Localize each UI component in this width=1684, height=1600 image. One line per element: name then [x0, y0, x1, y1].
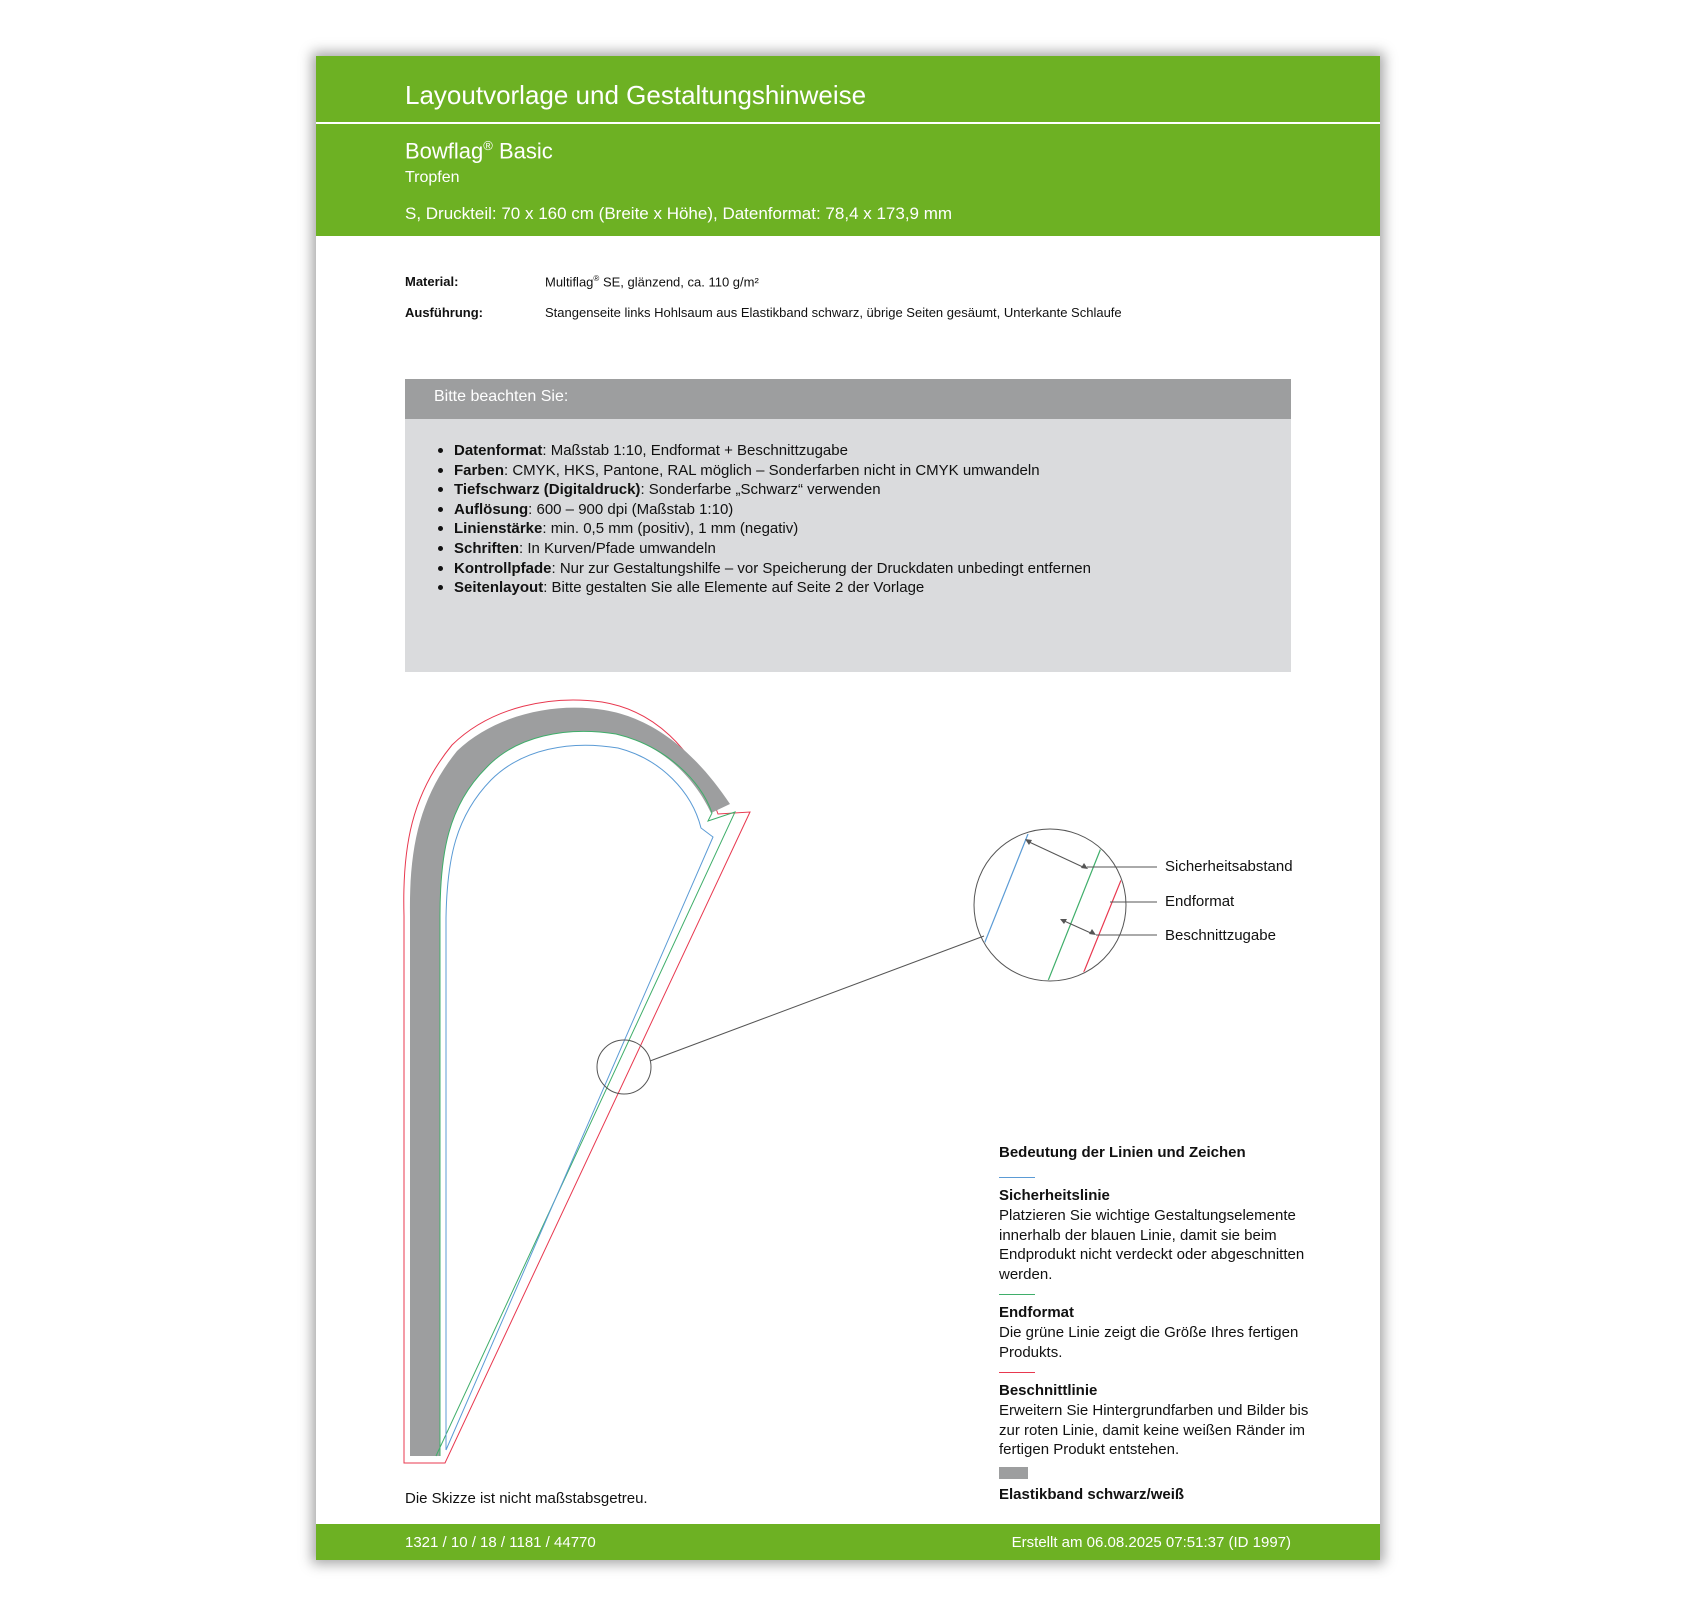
- zoom-safety-line: [977, 834, 1028, 962]
- notice-item-text: : min. 0,5 mm (positiv), 1 mm (negativ): [542, 520, 799, 538]
- notice-item-text: : Bitte gestalten Sie alle Elemente auf Seite 2 der Vorlage: [543, 579, 925, 597]
- legend-final-text: Die grüne Linie zeigt die Größe Ihres fertigen Produkts.: [999, 1324, 1299, 1361]
- page-title: Layoutvorlage und Gestaltungshinweise: [405, 80, 867, 110]
- product-name-text: Bowflag: [405, 138, 484, 164]
- notice-item-label: Tiefschwarz (Digitaldruck): [454, 481, 641, 499]
- arrow-head: [1089, 929, 1096, 935]
- legend-title: Bedeutung der Linien und Zeichen: [999, 1144, 1246, 1161]
- notice-item-label: Schriften: [454, 539, 520, 557]
- callout-final: Endformat: [1165, 893, 1235, 910]
- product-suffix: Basic: [492, 138, 553, 164]
- zoom-bleed-line: [1066, 858, 1130, 1016]
- notice-item-label: Auflösung: [454, 500, 529, 518]
- safety-line: [446, 745, 713, 1450]
- footer-bar: [316, 1524, 1380, 1560]
- notice-item-label: Datenformat: [454, 442, 543, 459]
- notice-heading: Bitte beachten Sie:: [434, 388, 569, 405]
- detail-connector-line: [650, 936, 984, 1061]
- final-format-line: [436, 731, 735, 1456]
- bleed-line: [404, 700, 750, 1463]
- notice-item-label: Farben: [454, 461, 505, 479]
- notice-item-text: : Maßstab 1:10, Endformat + Beschnittzugabe: [542, 442, 848, 459]
- ausfuehrung-value: Stangenseite links Hohlsaum aus Elastikband schwarz, übrige Seiten gesäumt, Unterkante Schlaufe: [545, 305, 1122, 320]
- arrow-head: [1081, 863, 1088, 869]
- registered-mark: ®: [483, 138, 493, 153]
- callout-bleed: Beschnittzugabe: [1165, 927, 1276, 944]
- bleed-dimension-arrow: [1062, 920, 1093, 934]
- footer-created-info: Erstellt am 06.08.2025 07:51:37 (ID 1997): [1011, 1534, 1291, 1551]
- notice-item-label: Linienstärke: [454, 520, 543, 538]
- legend-safety-swatch: [999, 1177, 1035, 1178]
- arrow-head: [1025, 839, 1032, 845]
- legend-elastic-swatch: [999, 1467, 1028, 1479]
- ausfuehrung-label: Ausführung:: [405, 305, 483, 320]
- legend-bleed-swatch: [999, 1372, 1035, 1373]
- notice-item-text: : Sonderfarbe „Schwarz“ verwenden: [640, 481, 881, 499]
- safety-dimension-arrow: [1027, 841, 1085, 868]
- legend-elastic-title: Elastikband schwarz/weiß: [999, 1486, 1185, 1503]
- detail-marker-circle: [597, 1040, 651, 1094]
- notice-item-text: : In Kurven/Pfade umwandeln: [519, 539, 716, 557]
- notice-item-text: : Nur zur Gestaltungshilfe – vor Speicherung der Druckdaten unbedingt entfernen: [551, 559, 1091, 577]
- detail-zoom-content: [977, 834, 1130, 1016]
- notice-item-label: Seitenlayout: [454, 579, 544, 597]
- legend-final-title: Endformat: [999, 1304, 1074, 1321]
- legend-bleed-text: Erweitern Sie Hintergrundfarben und Bilder bis zur roten Linie, damit keine weißen Ränder im fertigen Produkt entstehen.: [999, 1402, 1309, 1459]
- product-variant: Tropfen: [405, 169, 460, 186]
- notice-item-text: : 600 – 900 dpi (Maßstab 1:10): [528, 500, 734, 518]
- material-name: Multiflag: [545, 274, 594, 290]
- material-registered-mark: ®: [593, 274, 600, 283]
- footer-order-code: 1321 / 10 / 18 / 1181 / 44770: [405, 1534, 596, 1551]
- material-label: Material:: [405, 274, 459, 289]
- legend-safety-text: Platzieren Sie wichtige Gestaltungselemente innerhalb der blauen Linie, damit sie beim Endprodukt nicht verdeckt oder abgeschnitten werden.: [999, 1207, 1305, 1283]
- material-details: SE, glänzend, ca. 110 g/m²: [599, 274, 759, 290]
- notice-item-text: : CMYK, HKS, Pantone, RAL möglich – Sonderfarben nicht in CMYK umwandeln: [504, 461, 1040, 479]
- legend-final-swatch: [999, 1294, 1035, 1295]
- legend-safety-title: Sicherheitslinie: [999, 1187, 1110, 1204]
- layout-sheet: [316, 56, 1380, 1560]
- elastic-band: [410, 708, 730, 1456]
- legend-bleed-title: Beschnittlinie: [999, 1382, 1098, 1399]
- callout-safety: Sicherheitsabstand: [1165, 858, 1293, 875]
- product-format: S, Druckteil: 70 x 160 cm (Breite x Höhe), Datenformat: 78,4 x 173,9 mm: [405, 204, 953, 223]
- notice-item-label: Kontrollpfade: [454, 559, 552, 577]
- sketch-disclaimer: Die Skizze ist nicht maßstabsgetreu.: [405, 1490, 648, 1507]
